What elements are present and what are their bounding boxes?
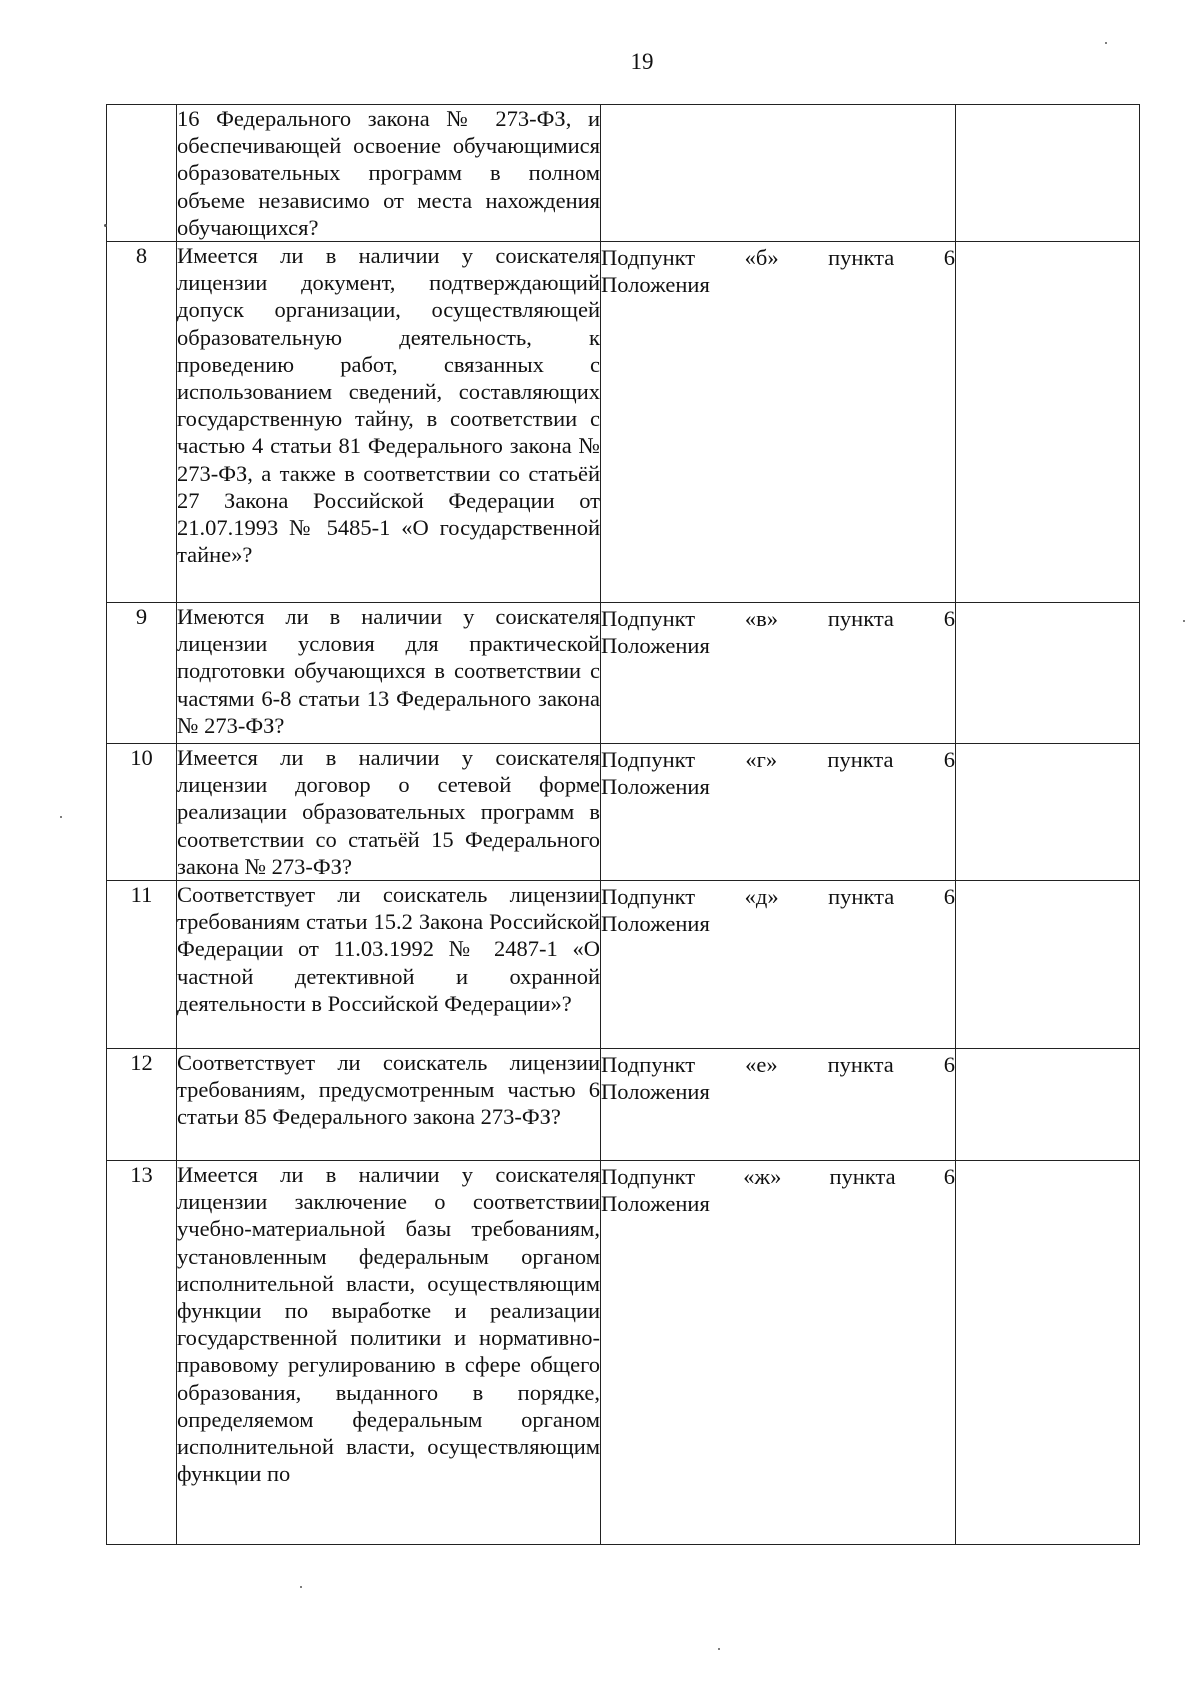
basis-reference <box>601 746 955 773</box>
question-text: Соответствует ли соискатель лицензии требованиям, предусмотренным частью 6 статьи 85 Федерального закона 273-ФЗ? <box>177 1050 600 1130</box>
question-text: Имеется ли в наличии у соискателя лицензии заключение о соответствии учебно-материальной базы требованиям, установленным федеральным органом исполнительной власти, осуществляющим функции по выработке и реализации государственной политики и нормативно-правовому регулированию в сфере общего образования, выданного в порядке, определяемом федеральным органом исполнительной власти, осуществляющим функции по <box>177 1162 600 1487</box>
scan-speck <box>104 224 107 227</box>
question-cell <box>177 1049 601 1161</box>
basis-document: Положения <box>601 633 710 659</box>
basis-word: Подпункт <box>601 1164 696 1190</box>
scan-speck <box>1105 42 1107 44</box>
extra-cell <box>956 105 1140 242</box>
extra-cell <box>956 1161 1140 1545</box>
basis-cell <box>601 1161 956 1545</box>
basis-document: Положения <box>601 1191 710 1217</box>
question-cell <box>177 242 601 603</box>
question-text: Имеются ли в наличии у соискателя лицензии условия для практической подготовки обучающихся в соответствии с частями 6-8 статьи 13 Федерального закона № 273-ФЗ? <box>177 604 600 738</box>
basis-word: Подпункт <box>601 245 696 271</box>
question-text: 16 Федерального закона № 273-ФЗ, и обеспечивающей освоение обучающимися образовательных программ в полном объеме независимо от места нахождения обучающихся? <box>177 106 600 240</box>
basis-word: «д» <box>744 884 779 910</box>
basis-word: пункта <box>827 606 894 632</box>
basis-word: 6 <box>943 606 955 632</box>
basis-word: 6 <box>943 1052 955 1078</box>
question-cell <box>177 881 601 1049</box>
scan-speck <box>60 816 62 818</box>
question-cell <box>177 1161 601 1545</box>
basis-document: Положения <box>601 1079 710 1105</box>
basis-cell <box>601 242 956 603</box>
basis-word: «ж» <box>743 1164 782 1190</box>
basis-word: Подпункт <box>601 606 696 632</box>
basis-cell <box>601 744 956 881</box>
row-number: 8 <box>107 242 177 603</box>
basis-word: пункта <box>827 747 894 773</box>
row-number: 11 <box>107 881 177 1049</box>
extra-cell <box>956 242 1140 603</box>
question-cell <box>177 603 601 744</box>
table-row <box>107 1049 1140 1161</box>
basis-cell <box>601 881 956 1049</box>
row-number: 9 <box>107 603 177 744</box>
basis-word: «е» <box>745 1052 778 1078</box>
basis-word: Подпункт <box>601 747 696 773</box>
question-cell <box>177 744 601 881</box>
basis-word: «в» <box>744 606 779 632</box>
question-text: Имеется ли в наличии у соискателя лицензии документ, подтверждающий допуск организации, осуществляющей образовательную деятельность, к проведению работ, связанных с использованием сведений, составляющих государственную тайну, в соответствии с частью 4 статьи 81 Федерального закона № 273-ФЗ, а также в соответствии со статьёй 27 Закона Российской Федерации от 21.07.1993 № 5485-1 «О государственной тайне»? <box>177 243 600 568</box>
row-number: 13 <box>107 1161 177 1545</box>
table-row <box>107 242 1140 603</box>
question-text: Соответствует ли соискатель лицензии требованиям статьи 15.2 Закона Российской Федерации от 11.03.1992 № 2487-1 «О частной детективной и охранной деятельности в Российской Федерации»? <box>177 882 600 1016</box>
table-row <box>107 744 1140 881</box>
basis-word: Подпункт <box>601 884 696 910</box>
basis-word: пункта <box>829 1164 896 1190</box>
table-row <box>107 105 1140 242</box>
basis-word: пункта <box>827 1052 894 1078</box>
basis-reference <box>601 1163 955 1190</box>
extra-cell <box>956 881 1140 1049</box>
basis-reference <box>601 605 955 632</box>
table-row <box>107 881 1140 1049</box>
scan-speck <box>300 1586 302 1588</box>
table-row <box>107 1161 1140 1545</box>
question-text: Имеется ли в наличии у соискателя лицензии договор о сетевой форме реализации образовательных программ в соответствии со статьёй 15 Федерального закона № 273-ФЗ? <box>177 745 600 879</box>
extra-cell <box>956 1049 1140 1161</box>
basis-word: «б» <box>744 245 779 271</box>
basis-word: 6 <box>943 1164 955 1190</box>
basis-document: Положения <box>601 774 710 800</box>
basis-word: 6 <box>943 245 955 271</box>
basis-reference <box>601 244 955 271</box>
basis-reference <box>601 883 955 910</box>
basis-reference <box>601 1051 955 1078</box>
question-cell <box>177 105 601 242</box>
basis-word: Подпункт <box>601 1052 696 1078</box>
basis-document: Положения <box>601 911 710 937</box>
basis-cell <box>601 603 956 744</box>
row-number: 10 <box>107 744 177 881</box>
basis-word: пункта <box>828 245 895 271</box>
basis-word: 6 <box>943 747 955 773</box>
extra-cell <box>956 744 1140 881</box>
requirements-table <box>106 104 1140 1545</box>
basis-cell <box>601 105 956 242</box>
basis-word: «г» <box>745 747 778 773</box>
basis-cell <box>601 1049 956 1161</box>
extra-cell <box>956 603 1140 744</box>
basis-word: 6 <box>943 884 955 910</box>
row-number: 12 <box>107 1049 177 1161</box>
scan-speck <box>1183 620 1185 622</box>
table-row <box>107 603 1140 744</box>
row-number <box>107 105 177 242</box>
basis-document: Положения <box>601 272 710 298</box>
basis-word: пункта <box>828 884 895 910</box>
scan-speck <box>718 1648 720 1650</box>
page-number: 19 <box>630 49 654 74</box>
